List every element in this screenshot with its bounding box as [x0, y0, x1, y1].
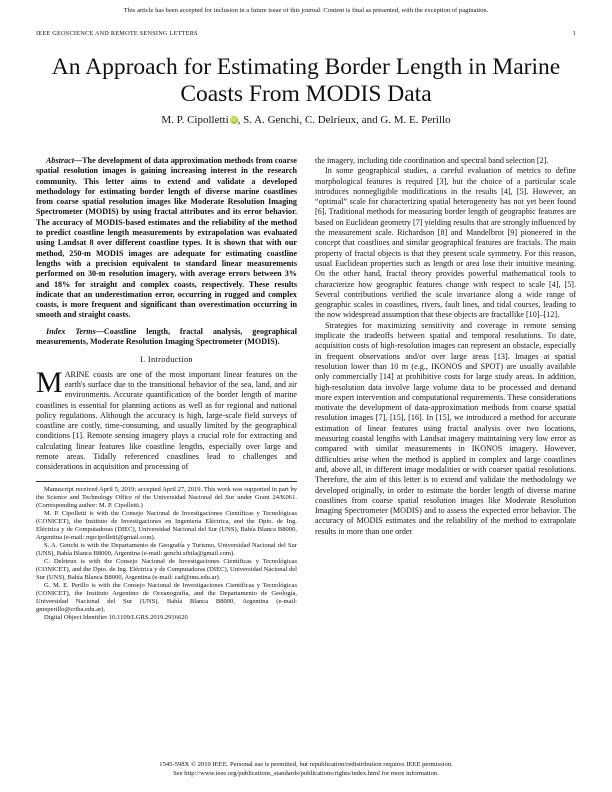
right-column [315, 156, 576, 537]
journal-name: IEEE GEOSCIENCE AND REMOTE SENSING LETTERS [36, 30, 198, 37]
other-authors: , S. A. Genchi, C. Delrieux, and G. M. E. Perillo [237, 114, 451, 126]
index-terms-text: Coastline length, fractal analysis, geographical measurements, Moderate Resolution Imaging Spectrometer (MODIS). [36, 326, 297, 347]
footnote: C. Delrieux is with the Consejo Nacional de Investigaciones Científicas y Tecnológicas (CONICET), and the Dpto. de Ing. Eléctrica y de Computadoras (DIEC), Universidad Nacional del Sur (UNS), Bahía Blanca B8000, Argentina (e-mail: cad@uns.edu.ar). [36, 558, 297, 582]
paper-title: An Approach for Estimating Border Length in Marine Coasts From MODIS Data [51, 54, 561, 107]
intro-text: coasts are one of the most important linear features on the earth's surface due to the transitional behavior of the sea, land, and air environments. Accurate quantification of the border length of marine coastlines is essential for planning actions as well as for regional and national policy regulations. Although the accuracy is high, large-scale field surveys of coastline are costly, time-consuming, and usually limited by the geographical conditions [1]. Remote sensing imagery plays a crucial role for extracting and calculating linear features like coastline lengths, especially over large and remote areas. Tidally referenced coastlines lead to challenges and considerations in acquisition and processing of [36, 369, 297, 472]
footnote: M. P. Cipolletti is with the Consejo Nacional de Investigaciones Científicas y Tecnológicas (CONICET), the Instituto de Investigaciones en Ingeniería Eléctrica, and the Dpto. de Ing. Eléctrica y de Computadoras (DIEC), Universidad Nacional del Sur (UNS), Bahía Blanca B8000, Argentina (e-mail: mpcipolletti@gmail.com). [36, 509, 297, 541]
abstract [36, 156, 297, 321]
section-heading: I. Introduction [140, 355, 193, 365]
author-list [36, 114, 576, 126]
doi-line: Digital Object Identifier 10.1109/LGRS.2019.2916620 [44, 614, 188, 622]
footnotes [36, 486, 297, 623]
footnote: S. A. Genchi is with the Departamento de Geografía y Turismo, Universidad Nacional del Sur (UNS), Bahía Blanca B8000, Argentina (e-mail: genchi.sibila@gmail.com). [36, 541, 297, 557]
abstract-text: The development of data approximation methods from coarse spatial resolution images is gaining increasing interest in the research community. This letter aims to extend and validate a developed methodology for estimating border length of diverse marine coastlines from coarse spatial resolution images like Moderate Resolution Imaging Spectrometer (MODIS) by using fractal attributes and its error behavior. The accuracy of MODIS-based estimates and the reliability of the method to predict coastline length measurements by extrapolation was evaluated using Landsat 8 over different coastline types. It is shown that with our method, 250-m MODIS images are adequate for estimating coastline lengths with a precision equivalent to standard linear measurements performed on 30-m resolution imagery, with average errors between 3% and 18% for straight and complex coasts, respectively. These results indicate that an underestimation error, occurring in rugged and complex coasts, is more frequent and significant than overestimation occurring in smooth and straight coasts. [36, 156, 297, 320]
page-number: 1 [572, 30, 576, 37]
copyright-line: 1545-598X © 2019 IEEE. Personal use is permitted, but republication/redistribution requires IEEE permission. [159, 761, 453, 768]
footnote: G. M. E. Perillo is with the Consejo Nacional de Investigaciones Científicas y Tecnológicas (CONICET), the Instituto Argentino de Oceanografía, and the Departamento de Geología, Universidad Nacional del Sur (UNS), Bahía Blanca B8000, Argentina (e-mail: gmeperillo@criba.edu.ar). [36, 582, 297, 614]
body-paragraph: Strategies for maximizing sensitivity and coverage in remote sensing implicate the tradeoffs between spatial and temporal resolutions. To date, acquisition costs of high-resolution images can represent an obstacle, especially in frequent observations and/or over large areas [13]. Images at spatial resolution lower than 10 m (e.g., IKONOS and SPOT) are usually available only commercially [14] at prohibitive costs for large study areas. In addition, high-resolution data involve large volume data to be processed and demand more expert intervention and computational requirements. These considerations motivate the development of data-approximation methods from coarse spatial resolution images [7], [15], [16]. In [15], we introduced a method for accurate estimation of linear features using fractal analysis over two locations, measuring coastal lengths with Landsat imagery maintaining very low error as compared with similar measurements in IKONOS imagery. However, difficulties arise when the method is applied in complex and large coastlines and, above all, in different image modalities or with coarser spatial resolutions. Therefore, the aim of this letter is to extend and validate the methodology we developed originally, in order to estimate the border length of diverse marine coastlines from coarse spatial resolution images like Moderate Resolution Imaging Spectrometer (MODIS) and to assess the expected error behavior. The accuracy of MODIS estimates and the reliability of the method to extrapolate results in more than one order [315, 320, 576, 536]
footnote-divider [36, 481, 297, 482]
rights-link[interactable]: See http://www.ieee.org/publications_standards/publications/rights/index.html for more information. [173, 770, 439, 777]
first-author: M. P. Cipolletti [161, 114, 229, 126]
intro-paragraph [36, 365, 297, 473]
drop-cap: M [36, 365, 63, 399]
orcid-icon[interactable]: iD [231, 117, 237, 123]
running-header [36, 30, 576, 37]
body-paragraph: the imagery, including tide coordination and spectral band selection [2]. [315, 156, 549, 165]
intro-lead: ARINE [64, 369, 90, 379]
body-paragraph: In some geographical studies, a careful evaluation of metrics to define morphological features is required [3], but the choice of a particular scale introduces nonnegligible modifications in the results [4], [5]. However, an “optimal” scale for characterizing spatial heterogeneity has not yet been found [6]. Traditional methods for measuring border length of geographic features are based on Euclidean geometry [7] yielding results that are strongly influenced by the measurement scale. Richardson [8] and Mandelbrot [9] pioneered in the concept that coastlines and similar geographical features are fractals. The main property of fractal objects is that they present scale symmetry. For this reason, usual Euclidean properties such as length or area lose their intuitive meaning. On the other hand, fractal theory provides powerful mathematical tools to characterize how geographic features change with respect to scale [4], [5]. Several contributions verified the scale invariance along a wide range of geographic scales in coastlines, rivers, fault lines, and tidal courses, leading to the now widespread assumption that these objects are fractallike [10]–[12]. [315, 166, 576, 320]
index-terms [36, 327, 297, 348]
footnote: Manuscript received April 5, 2019; accepted April 27, 2019. This work was supported in part by the Science and Technology Office of the Universidad Nacional del Sur under Grant 24/K061. (Corresponding author: M. P. Cipolletti.) [36, 485, 297, 509]
acceptance-banner: This article has been accepted for inclusion in a future issue of this journal. Content is final as presented, with the exception of pagination. [123, 7, 489, 14]
abstract-label: Abstract— [46, 156, 83, 165]
left-column [36, 156, 297, 622]
copyright-footer [0, 760, 612, 778]
index-terms-label: Index Terms— [46, 326, 104, 336]
